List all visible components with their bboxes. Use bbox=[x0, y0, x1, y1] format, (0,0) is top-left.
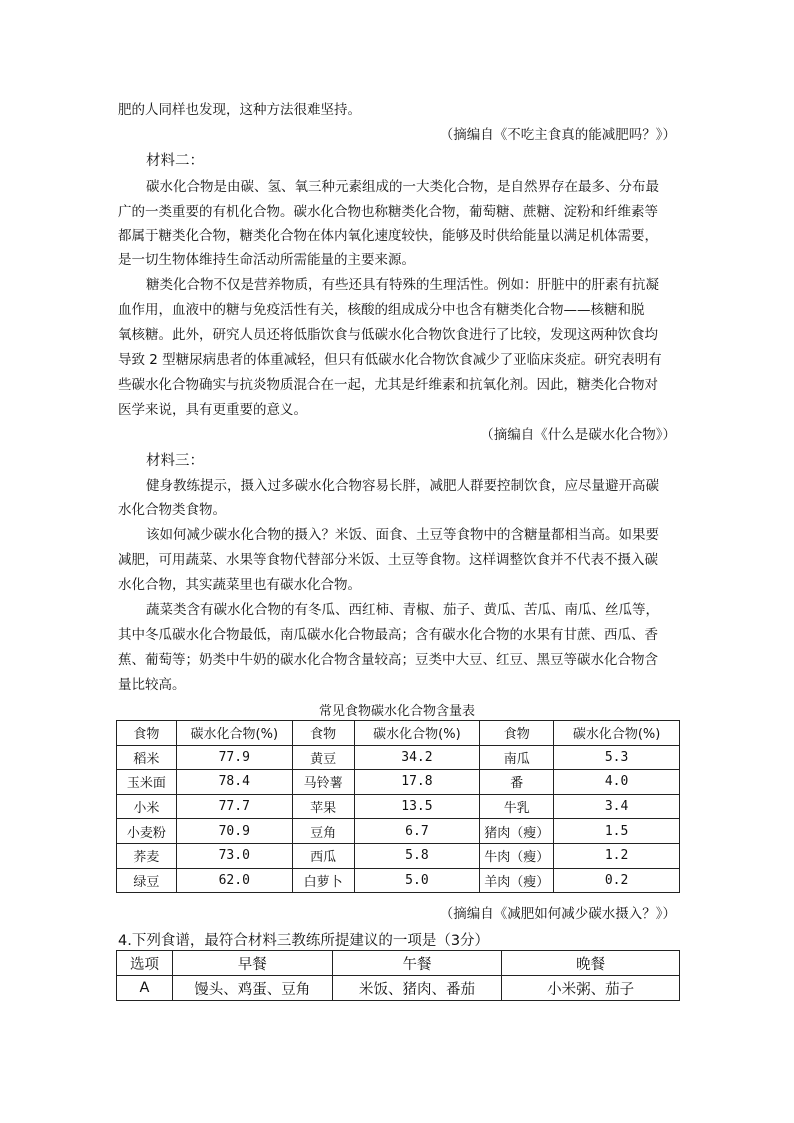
food-cell: 小麦粉 bbox=[117, 819, 177, 844]
table-row bbox=[117, 843, 680, 868]
header-cell: 碳水化合物(%) bbox=[554, 721, 680, 746]
food-cell: 南瓜 bbox=[480, 745, 554, 770]
header-cell: 晚餐 bbox=[502, 951, 680, 976]
header-cell: 食物 bbox=[292, 721, 354, 746]
table-row bbox=[117, 794, 680, 819]
food-cell: 豆角 bbox=[292, 819, 354, 844]
value-cell: 62.0 bbox=[176, 868, 292, 893]
material2-line: 碳水化合物是由碳、氢、氧三种元素组成的一大类化合物，是自然界存在最多、分布最 bbox=[146, 179, 659, 195]
food-cell: 羊肉（瘦） bbox=[480, 868, 554, 893]
material3-line: 蕉、葡萄等；奶类中牛奶的碳水化合物含量较高；豆类中大豆、红豆、黑豆等碳水化合物含 bbox=[118, 652, 658, 668]
table-caption: 常见食物碳水化合物含量表 bbox=[318, 704, 475, 719]
value-cell: 1.5 bbox=[554, 819, 680, 844]
value-cell: 5.3 bbox=[554, 745, 680, 770]
food-cell: 小米 bbox=[117, 794, 177, 819]
material1-source: （摘编自《不吃主食真的能减肥吗？》） bbox=[439, 127, 676, 143]
table-row bbox=[117, 770, 680, 795]
material3-line: 其中冬瓜碳水化合物最低，南瓜碳水化合物最高；含有碳水化合物的水果有甘蔗、西瓜、香 bbox=[118, 627, 658, 643]
material2-line: 血作用，血液中的糖与免疫活性有关，核酸的组成成分中也含有糖类化合物——核糖和脱 bbox=[118, 302, 645, 318]
material3-line: 量比较高。 bbox=[118, 677, 186, 693]
header-cell: 食物 bbox=[117, 721, 177, 746]
food-cell: 白萝卜 bbox=[292, 868, 354, 893]
material3-line: 减肥，可用蔬菜、水果等食物代替部分米饭、土豆等食物。这样调整饮食并不代表不摄入碳 bbox=[118, 552, 658, 568]
menu-option-row bbox=[117, 976, 680, 1001]
value-cell: 70.9 bbox=[176, 819, 292, 844]
value-cell: 78.4 bbox=[176, 770, 292, 795]
food-cell: 玉米面 bbox=[117, 770, 177, 795]
material2-line: 医学来说，具有更重要的意义。 bbox=[118, 402, 307, 418]
material2-line: 氧核糖。此外，研究人员还将低脂饮食与低碳水化合物饮食进行了比较，发现这两种饮食均 bbox=[118, 327, 658, 343]
material3-line: 健身教练提示，摄入过多碳水化合物容易长胖，减肥人群要控制饮食，应尽量避开高碳 bbox=[146, 478, 659, 494]
header-cell: 选项 bbox=[117, 951, 173, 976]
option-label: A bbox=[117, 976, 173, 1001]
breakfast-cell: 馒头、鸡蛋、豆角 bbox=[172, 976, 332, 1001]
material3-line: 该如何减少碳水化合物的摄入？米饭、面食、土豆等食物中的含糖量都相当高。如果要 bbox=[146, 527, 659, 543]
food-cell: 猪肉（瘦） bbox=[480, 819, 554, 844]
value-cell: 6.7 bbox=[354, 819, 480, 844]
value-cell: 5.0 bbox=[354, 868, 480, 893]
material3-line: 蔬菜类含有碳水化合物的有冬瓜、西红柿、青椒、茄子、黄瓜、苦瓜、南瓜、丝瓜等， bbox=[146, 602, 659, 618]
menu-header-row bbox=[117, 951, 680, 976]
header-cell: 食物 bbox=[480, 721, 554, 746]
value-cell: 73.0 bbox=[176, 843, 292, 868]
header-cell: 碳水化合物(%) bbox=[176, 721, 292, 746]
material2-source: （摘编自《什么是碳水化合物》） bbox=[480, 427, 676, 443]
material3-line: 水化合物，其实蔬菜里也有碳水化合物。 bbox=[118, 577, 361, 593]
food-cell: 番 bbox=[480, 770, 554, 795]
material3-line: 水化合物类食物。 bbox=[118, 502, 226, 518]
value-cell: 34.2 bbox=[354, 745, 480, 770]
value-cell: 5.8 bbox=[354, 843, 480, 868]
material1-tail: 肥的人同样也发现，这种方法很难坚持。 bbox=[118, 102, 361, 118]
header-cell: 午餐 bbox=[332, 951, 502, 976]
material2-line: 糖类化合物不仅是营养物质，有些还具有特殊的生理活性。例如：肝脏中的肝素有抗凝 bbox=[146, 277, 659, 293]
value-cell: 0.2 bbox=[554, 868, 680, 893]
material2-heading: 材料二： bbox=[146, 153, 204, 169]
food-cell: 稻米 bbox=[117, 745, 177, 770]
material2-line: 都属于糖类化合物，糖类化合物在体内氧化速度较快，能够及时供给能量以满足机体需要， bbox=[118, 228, 658, 244]
table-row bbox=[117, 819, 680, 844]
value-cell: 13.5 bbox=[354, 794, 480, 819]
lunch-cell: 米饭、猪肉、番茄 bbox=[332, 976, 502, 1001]
menu-option-table bbox=[116, 950, 680, 1001]
food-cell: 黄豆 bbox=[292, 745, 354, 770]
material2-line: 导致 2 型糖尿病患者的体重减轻，但只有低碳水化合物饮食减少了亚临床炎症。研究表明有 bbox=[118, 352, 662, 368]
table-row bbox=[117, 868, 680, 893]
food-cell: 牛肉（瘦） bbox=[480, 843, 554, 868]
material2-line: 广的一类重要的有机化合物。碳水化合物也称糖类化合物，葡萄糖、蔗糖、淀粉和纤维素等 bbox=[118, 204, 658, 220]
material2-line: 些碳水化合物确实与抗炎物质混合在一起，尤其是纤维素和抗氧化剂。因此，糖类化合物对 bbox=[118, 377, 658, 393]
value-cell: 4.0 bbox=[554, 770, 680, 795]
value-cell: 77.7 bbox=[176, 794, 292, 819]
value-cell: 3.4 bbox=[554, 794, 680, 819]
header-cell: 碳水化合物(%) bbox=[354, 721, 480, 746]
question-text: 4.下列食谱，最符合材料三教练所提建议的一项是（3分） bbox=[118, 933, 490, 949]
food-cell: 苹果 bbox=[292, 794, 354, 819]
table-row bbox=[117, 745, 680, 770]
food-cell: 牛乳 bbox=[480, 794, 554, 819]
material3-heading: 材料三： bbox=[146, 453, 204, 469]
food-cell: 荞麦 bbox=[117, 843, 177, 868]
value-cell: 17.8 bbox=[354, 770, 480, 795]
food-cell: 绿豆 bbox=[117, 868, 177, 893]
carb-content-table bbox=[116, 720, 680, 893]
food-cell: 西瓜 bbox=[292, 843, 354, 868]
table-header-row bbox=[117, 721, 680, 746]
food-cell: 马铃薯 bbox=[292, 770, 354, 795]
material3-source: （摘编自《减肥如何减少碳水摄入？》） bbox=[439, 906, 676, 922]
value-cell: 1.2 bbox=[554, 843, 680, 868]
value-cell: 77.9 bbox=[176, 745, 292, 770]
material2-line: 是一切生物体维持生命活动所需能量的主要来源。 bbox=[118, 252, 415, 268]
dinner-cell: 小米粥、茄子 bbox=[502, 976, 680, 1001]
header-cell: 早餐 bbox=[172, 951, 332, 976]
